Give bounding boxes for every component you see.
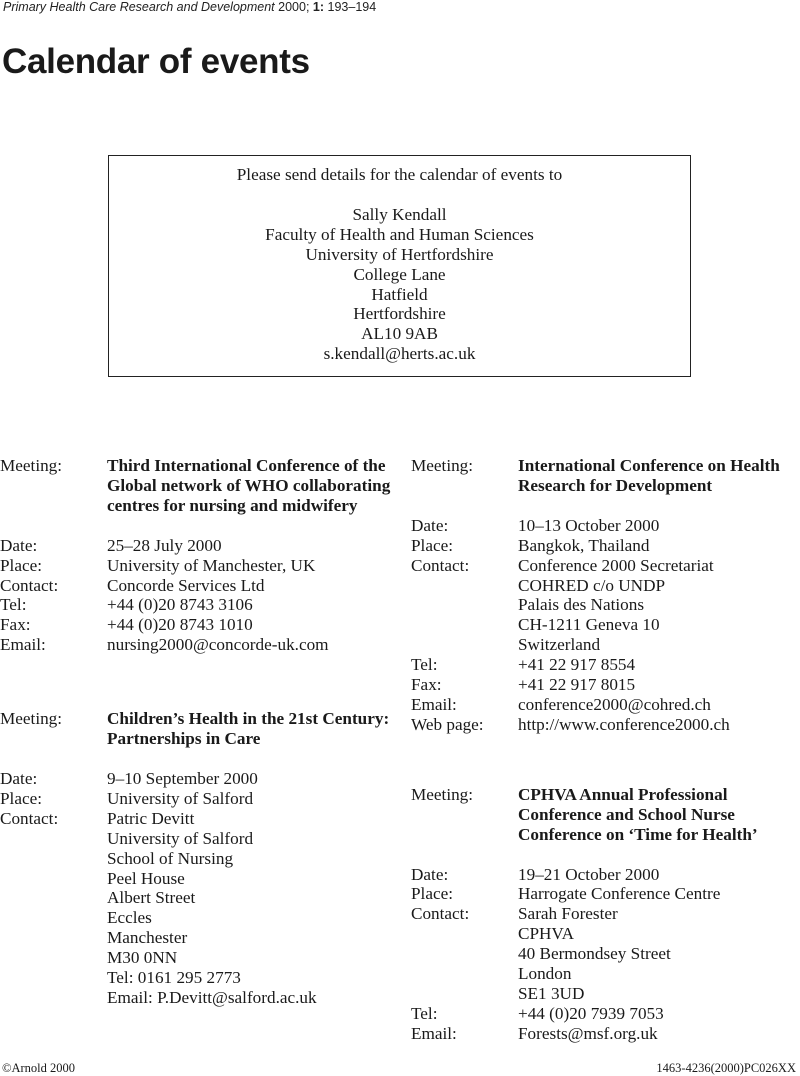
place-label: Place: xyxy=(0,788,42,808)
event-place: University of Manchester, UK xyxy=(107,555,316,575)
event-entry xyxy=(0,456,395,655)
contact-line: London xyxy=(518,964,572,984)
address-line: Hertfordshire xyxy=(353,304,446,324)
meeting-title: International Conference on Health Research for Development xyxy=(518,456,780,495)
event-date: 10–13 October 2000 xyxy=(518,515,660,535)
event-tel: +41 22 917 8554 xyxy=(518,655,636,675)
contact-line: COHRED c/o UNDP xyxy=(518,575,666,595)
address-line: Faculty of Health and Human Sciences xyxy=(265,224,534,244)
journal-volume: 1: xyxy=(312,0,325,14)
meeting-label: Meeting: xyxy=(411,784,474,804)
email-label: Email: xyxy=(411,1023,457,1043)
contact-tel: Tel: 0161 295 2773 xyxy=(107,968,241,988)
place-label: Place: xyxy=(411,884,453,904)
place-label: Place: xyxy=(0,555,42,575)
meeting-title: Children’s Health in the 21st Century: Partnerships in Care xyxy=(107,709,390,749)
date-label: Date: xyxy=(0,535,38,555)
contact-label: Contact: xyxy=(411,555,470,575)
right-column xyxy=(411,456,800,1044)
contact-line: Albert Street xyxy=(107,888,196,908)
submission-address-box xyxy=(108,155,691,377)
place-label: Place: xyxy=(411,535,453,555)
page-title: Calendar of events xyxy=(2,42,310,81)
date-label: Date: xyxy=(411,864,449,884)
event-tel: +44 (0)20 8743 3106 xyxy=(107,595,253,615)
contact-line: 40 Bermondsey Street xyxy=(518,944,671,964)
date-label: Date: xyxy=(411,515,449,535)
contact-line: Switzerland xyxy=(518,635,601,655)
contact-line: School of Nursing xyxy=(107,848,234,868)
event-place: University of Salford xyxy=(107,788,254,808)
event-date: 19–21 October 2000 xyxy=(518,864,660,884)
event-fax: +41 22 917 8015 xyxy=(518,675,636,695)
address-line: AL10 9AB xyxy=(361,324,438,344)
address-intro: Please send details for the calendar of events to xyxy=(236,165,563,184)
fax-label: Fax: xyxy=(0,615,31,635)
event-date: 9–10 September 2000 xyxy=(107,768,258,788)
meeting-label: Meeting: xyxy=(0,456,63,475)
fax-label: Fax: xyxy=(411,675,442,695)
event-date: 25–28 July 2000 xyxy=(107,535,222,555)
contact-label: Contact: xyxy=(411,904,470,924)
tel-label: Tel: xyxy=(0,595,27,615)
contact-line: Eccles xyxy=(107,908,152,928)
contact-line: M30 0NN xyxy=(107,948,178,968)
journal-name: Primary Health Care Research and Development xyxy=(3,0,275,14)
date-label: Date: xyxy=(0,768,38,788)
copyright-footer: ©Arnold 2000 xyxy=(2,1061,76,1075)
event-place: Harrogate Conference Centre xyxy=(518,884,721,904)
contact-line: Conference 2000 Secretariat xyxy=(518,555,714,575)
contact-label: Contact: xyxy=(0,575,59,595)
address-line: Hatfield xyxy=(371,284,428,304)
event-email: nursing2000@concorde-uk.com xyxy=(107,635,329,655)
email-label: Email: xyxy=(411,694,457,714)
tel-label: Tel: xyxy=(411,1003,438,1023)
contact-label: Contact: xyxy=(0,808,59,828)
event-tel: +44 (0)20 7939 7053 xyxy=(518,1003,664,1023)
contact-line: CH-1211 Geneva 10 xyxy=(518,615,660,635)
event-entry xyxy=(411,456,800,735)
left-column xyxy=(0,456,395,1008)
journal-header xyxy=(3,0,376,14)
contact-line: SE1 3UD xyxy=(518,983,585,1003)
address-line: College Lane xyxy=(353,264,446,284)
tel-label: Tel: xyxy=(411,655,438,675)
address-line: University of Hertfordshire xyxy=(305,244,494,264)
contact-line: Patric Devitt xyxy=(107,808,195,828)
contact-email: Email: P.Devitt@salford.ac.uk xyxy=(107,987,317,1007)
meeting-title: Third International Conference of the Global network of WHO collaborating centres for nursing and midwifery xyxy=(107,456,391,515)
journal-year: 2000; xyxy=(278,0,310,14)
event-entry xyxy=(0,709,395,1008)
web-label: Web page: xyxy=(411,714,484,734)
event-contact: Concorde Services Ltd xyxy=(107,575,265,595)
address-line: Sally Kendall xyxy=(352,204,447,224)
email-label: Email: xyxy=(0,635,46,655)
journal-pages: 193–194 xyxy=(327,0,377,14)
meeting-label: Meeting: xyxy=(0,709,63,729)
address-email: s.kendall@herts.ac.uk xyxy=(323,344,476,364)
event-email: Forests@msf.org.uk xyxy=(518,1023,658,1043)
event-entry xyxy=(411,785,800,1044)
event-web: http://www.conference2000.ch xyxy=(518,714,730,734)
event-email: conference2000@cohred.ch xyxy=(518,694,711,714)
contact-line: Peel House xyxy=(107,868,185,888)
contact-line: CPHVA xyxy=(518,924,575,944)
meeting-label: Meeting: xyxy=(411,456,474,475)
contact-line: Manchester xyxy=(107,928,188,948)
contact-line: Palais des Nations xyxy=(518,595,645,615)
event-fax: +44 (0)20 8743 1010 xyxy=(107,615,253,635)
meeting-title: CPHVA Annual Professional Conference and School Nurse Conference on ‘Time for Health’ xyxy=(518,784,758,844)
event-place: Bangkok, Thailand xyxy=(518,535,650,555)
issn-footer: 1463-4236(2000)PC026XX xyxy=(656,1061,796,1075)
contact-line: Sarah Forester xyxy=(518,904,618,924)
contact-line: University of Salford xyxy=(107,828,254,848)
